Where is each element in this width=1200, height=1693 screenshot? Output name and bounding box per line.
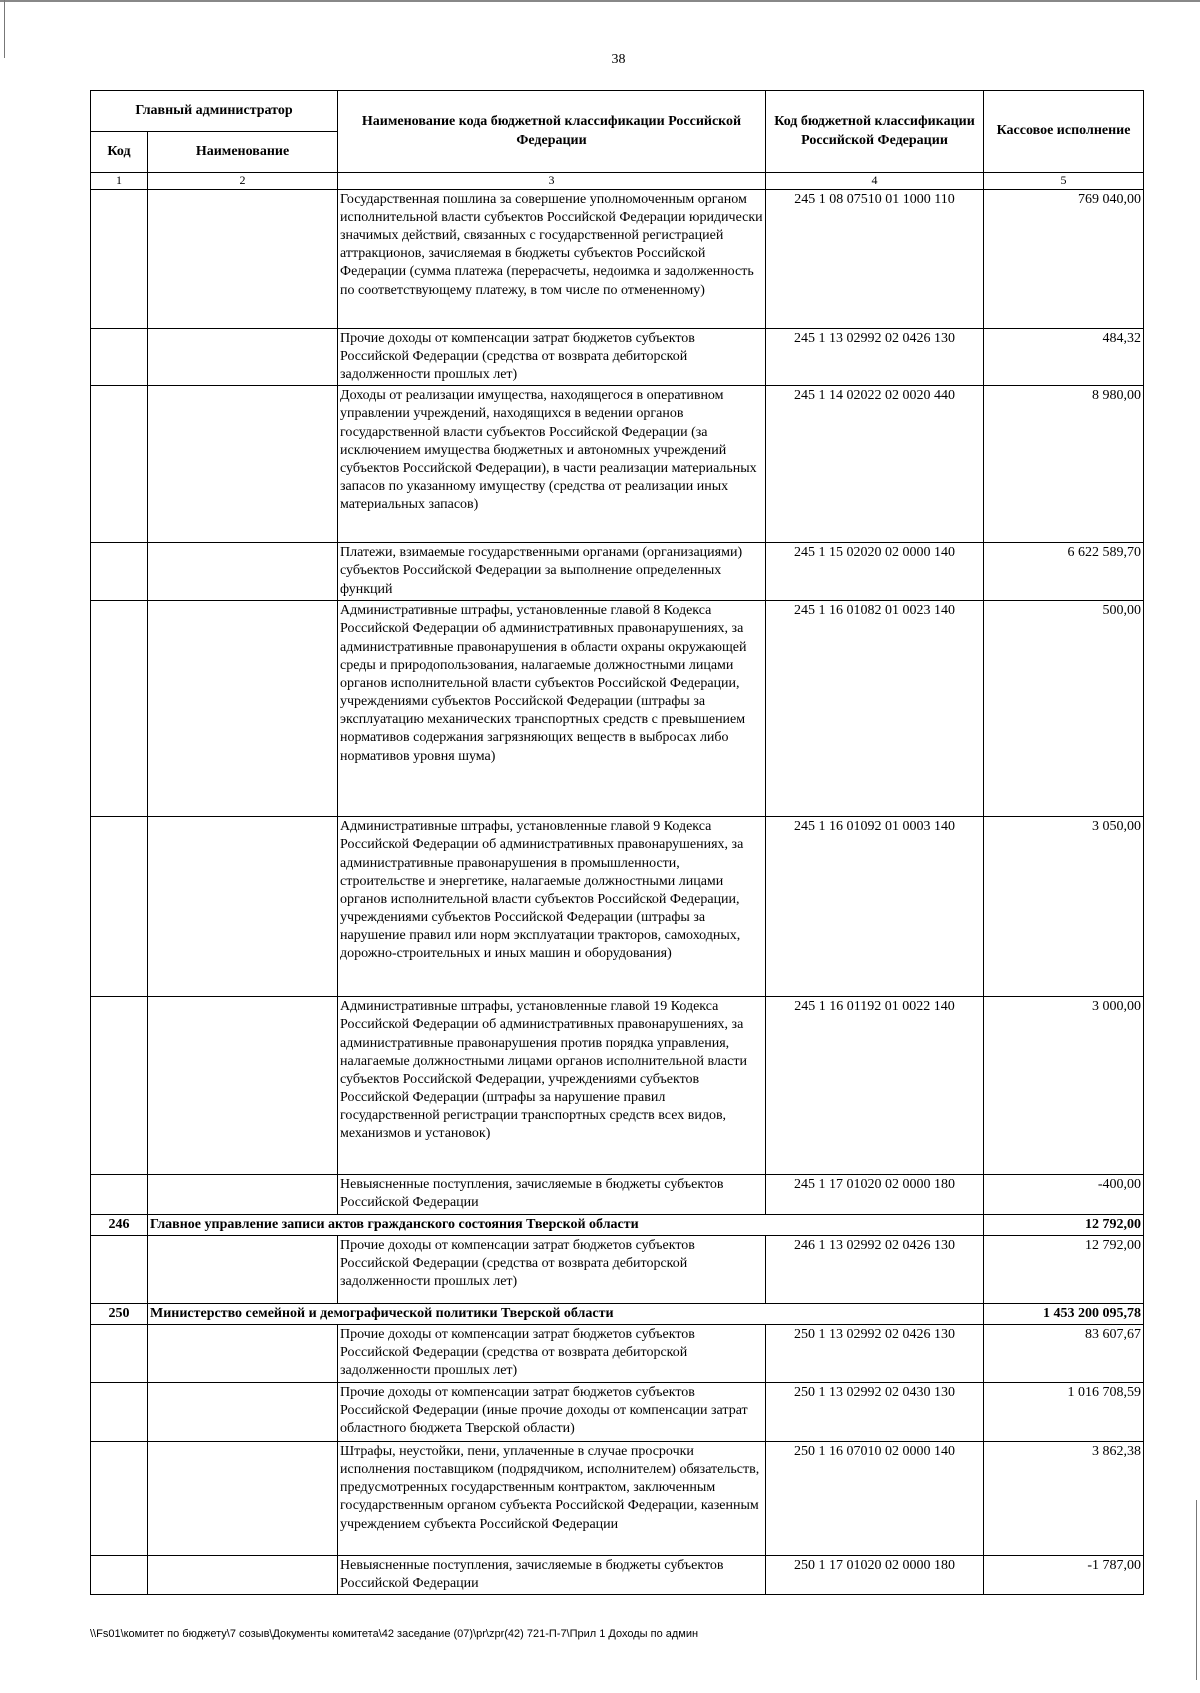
classification-name-cell: Прочие доходы от компенсации затрат бюджетов субъектов Российской Федерации (средства от возврата дебиторской задолженности прошлых лет) — [338, 328, 766, 386]
admin-code-cell: 246 — [91, 1214, 148, 1235]
table-row — [91, 1555, 1144, 1594]
column-numbers-row — [91, 173, 1144, 190]
classification-name-cell: Государственная пошлина за совершение уполномоченным органом исполнительной власти субъектов Российской Федерации юридически значимых действий, связанных с государственной регистрацией аттракционов, зачисляемая в бюджеты субъектов Российской Федерации (сумма платежа (перерасчеты, недоимка и задолженность по соответствующему платежу, в том числе по отмененному) — [338, 189, 766, 328]
admin-code-cell — [91, 997, 148, 1175]
admin-row-250 — [91, 1303, 1144, 1324]
table-row — [91, 601, 1144, 817]
scan-mark-right — [1196, 1500, 1197, 1680]
classification-code-cell: 250 1 17 01020 02 0000 180 — [766, 1555, 984, 1594]
admin-code-cell — [91, 1441, 148, 1555]
classification-name-cell: Прочие доходы от компенсации затрат бюджетов субъектов Российской Федерации (иные прочие доходы от компенсации затрат областного бюджета Тверской области) — [338, 1382, 766, 1441]
admin-code-cell — [91, 386, 148, 543]
page-number: 38 — [611, 52, 626, 67]
admin-name-cell — [148, 1382, 338, 1441]
admin-code-cell — [91, 817, 148, 997]
admin-name-cell: Главное управление записи актов гражданского состояния Тверской области — [148, 1214, 984, 1235]
table-row — [91, 817, 1144, 997]
admin-name-cell: Министерство семейной и демографической политики Тверской области — [148, 1303, 984, 1324]
footer-file-path: \\Fs01\комитет по бюджету\7 созыв\Документы комитета\42 заседание (07)\pr\zpr(42) 721-П-7\Прил 1 Доходы по админ — [90, 1628, 699, 1640]
classification-name-cell: Административные штрафы, установленные главой 9 Кодекса Российской Федерации об административных правонарушениях, за административные правонарушения в промышленности, строительстве и энергетике, налагаемые должностными лицами органов исполнительной власти субъектов Российской Федерации, учреждениями субъектов Российской Федерации (штрафы за нарушение правил или норм эксплуатации тракторов, самоходных, дорожно-строительных и иных машин и оборудования) — [338, 817, 766, 997]
admin-code-cell — [91, 1235, 148, 1303]
classification-name-cell: Прочие доходы от компенсации затрат бюджетов субъектов Российской Федерации (средства от возврата дебиторской задолженности прошлых лет) — [338, 1235, 766, 1303]
table-row — [91, 1382, 1144, 1441]
classification-code-cell: 245 1 08 07510 01 1000 110 — [766, 189, 984, 328]
column-number: 4 — [766, 173, 984, 190]
table-row — [91, 1441, 1144, 1555]
classification-code-cell: 245 1 17 01020 02 0000 180 — [766, 1175, 984, 1214]
amount-cell: -1 787,00 — [984, 1555, 1144, 1594]
table-row — [91, 386, 1144, 543]
table-row — [91, 1175, 1144, 1214]
amount-cell: 484,32 — [984, 328, 1144, 386]
admin-code-cell — [91, 328, 148, 386]
admin-name-cell — [148, 328, 338, 386]
admin-name-cell — [148, 1235, 338, 1303]
amount-cell: 3 862,38 — [984, 1441, 1144, 1555]
amount-cell: 500,00 — [984, 601, 1144, 817]
admin-name-cell — [148, 1324, 338, 1382]
admin-name-cell — [148, 601, 338, 817]
amount-cell: 12 792,00 — [984, 1235, 1144, 1303]
admin-name-cell — [148, 1175, 338, 1214]
scan-border-top — [0, 0, 1200, 2]
admin-code-cell — [91, 1555, 148, 1594]
table-row — [91, 328, 1144, 386]
classification-code-cell: 245 1 14 02022 02 0020 440 — [766, 386, 984, 543]
header-name: Наименование — [148, 132, 338, 173]
amount-cell: 3 000,00 — [984, 997, 1144, 1175]
admin-code-cell — [91, 189, 148, 328]
classification-name-cell: Платежи, взимаемые государственными органами (организациями) субъектов Российской Федерации за выполнение определенных функций — [338, 543, 766, 601]
amount-cell: 83 607,67 — [984, 1324, 1144, 1382]
table-row — [91, 189, 1144, 328]
admin-name-cell — [148, 997, 338, 1175]
table-row — [91, 1324, 1144, 1382]
classification-name-cell: Административные штрафы, установленные главой 19 Кодекса Российской Федерации об административных правонарушениях, за административные правонарушения против порядка управления, налагаемые должностными лицами органов исполнительной власти субъектов Российской Федерации, учреждениями субъектов Российской Федерации (штрафы за нарушение правил государственной регистрации транспортных средств всех видов, механизмов и установок) — [338, 997, 766, 1175]
amount-cell: 1 016 708,59 — [984, 1382, 1144, 1441]
column-number: 1 — [91, 173, 148, 190]
classification-name-cell: Доходы от реализации имущества, находящегося в оперативном управлении учреждений, находящихся в ведении органов государственной власти субъектов Российской Федерации (за исключением имущества бюджетных и автономных учреждений субъектов Российской Федерации), в части реализации материальных запасов по указанному имуществу (средства от реализации иных материальных запасов) — [338, 386, 766, 543]
header-classification-name: Наименование кода бюджетной классификации Российской Федерации — [338, 91, 766, 173]
header-main-admin: Главный администратор — [91, 91, 338, 132]
classification-code-cell: 246 1 13 02992 02 0426 130 — [766, 1235, 984, 1303]
classification-code-cell: 245 1 16 01092 01 0003 140 — [766, 817, 984, 997]
revenue-table — [90, 90, 1144, 1595]
classification-name-cell: Административные штрафы, установленные главой 8 Кодекса Российской Федерации об административных правонарушениях, за административные правонарушения в области охраны окружающей среды и природопользования, налагаемые должностными лицами органов исполнительной власти субъектов Российской Федерации, учреждениями субъектов Российской Федерации (штрафы за эксплуатацию механических транспортных средств с превышением нормативов содержания загрязняющих веществ в выбросах либо нормативов уровня шума) — [338, 601, 766, 817]
admin-code-cell — [91, 1382, 148, 1441]
amount-cell: 8 980,00 — [984, 386, 1144, 543]
classification-name-cell: Прочие доходы от компенсации затрат бюджетов субъектов Российской Федерации (средства от возврата дебиторской задолженности прошлых лет) — [338, 1324, 766, 1382]
classification-name-cell: Невыясненные поступления, зачисляемые в бюджеты субъектов Российской Федерации — [338, 1175, 766, 1214]
classification-code-cell: 245 1 16 01192 01 0022 140 — [766, 997, 984, 1175]
amount-cell: 3 050,00 — [984, 817, 1144, 997]
admin-name-cell — [148, 543, 338, 601]
classification-name-cell: Штрафы, неустойки, пени, уплаченные в случае просрочки исполнения поставщиком (подрядчиком, исполнителем) обязательств, предусмотренных государственным контрактом, заключенным государственным органом субъекта Российской Федерации, казенным учреждением субъекта Российской Федерации — [338, 1441, 766, 1555]
header-code: Код — [91, 132, 148, 173]
admin-name-cell — [148, 817, 338, 997]
column-number: 2 — [148, 173, 338, 190]
admin-name-cell — [148, 1555, 338, 1594]
admin-code-cell — [91, 1324, 148, 1382]
admin-code-cell — [91, 1175, 148, 1214]
admin-code-cell — [91, 543, 148, 601]
classification-code-cell: 250 1 13 02992 02 0426 130 — [766, 1324, 984, 1382]
classification-code-cell: 245 1 13 02992 02 0426 130 — [766, 328, 984, 386]
classification-code-cell: 250 1 16 07010 02 0000 140 — [766, 1441, 984, 1555]
classification-code-cell: 245 1 15 02020 02 0000 140 — [766, 543, 984, 601]
classification-code-cell: 245 1 16 01082 01 0023 140 — [766, 601, 984, 817]
admin-name-cell — [148, 386, 338, 543]
admin-name-cell — [148, 189, 338, 328]
amount-cell: 769 040,00 — [984, 189, 1144, 328]
admin-total-cell: 12 792,00 — [984, 1214, 1144, 1235]
header-classification-code: Код бюджетной классификации Российской Федерации — [766, 91, 984, 173]
amount-cell: 6 622 589,70 — [984, 543, 1144, 601]
classification-name-cell: Невыясненные поступления, зачисляемые в бюджеты субъектов Российской Федерации — [338, 1555, 766, 1594]
column-number: 5 — [984, 173, 1144, 190]
header-cash-execution: Кассовое исполнение — [984, 91, 1144, 173]
table-row — [91, 997, 1144, 1175]
admin-code-cell: 250 — [91, 1303, 148, 1324]
amount-cell: -400,00 — [984, 1175, 1144, 1214]
admin-name-cell — [148, 1441, 338, 1555]
classification-code-cell: 250 1 13 02992 02 0430 130 — [766, 1382, 984, 1441]
admin-total-cell: 1 453 200 095,78 — [984, 1303, 1144, 1324]
table-row — [91, 543, 1144, 601]
column-number: 3 — [338, 173, 766, 190]
admin-row-246 — [91, 1214, 1144, 1235]
table-row — [91, 1235, 1144, 1303]
scan-mark-left — [4, 0, 5, 58]
admin-code-cell — [91, 601, 148, 817]
